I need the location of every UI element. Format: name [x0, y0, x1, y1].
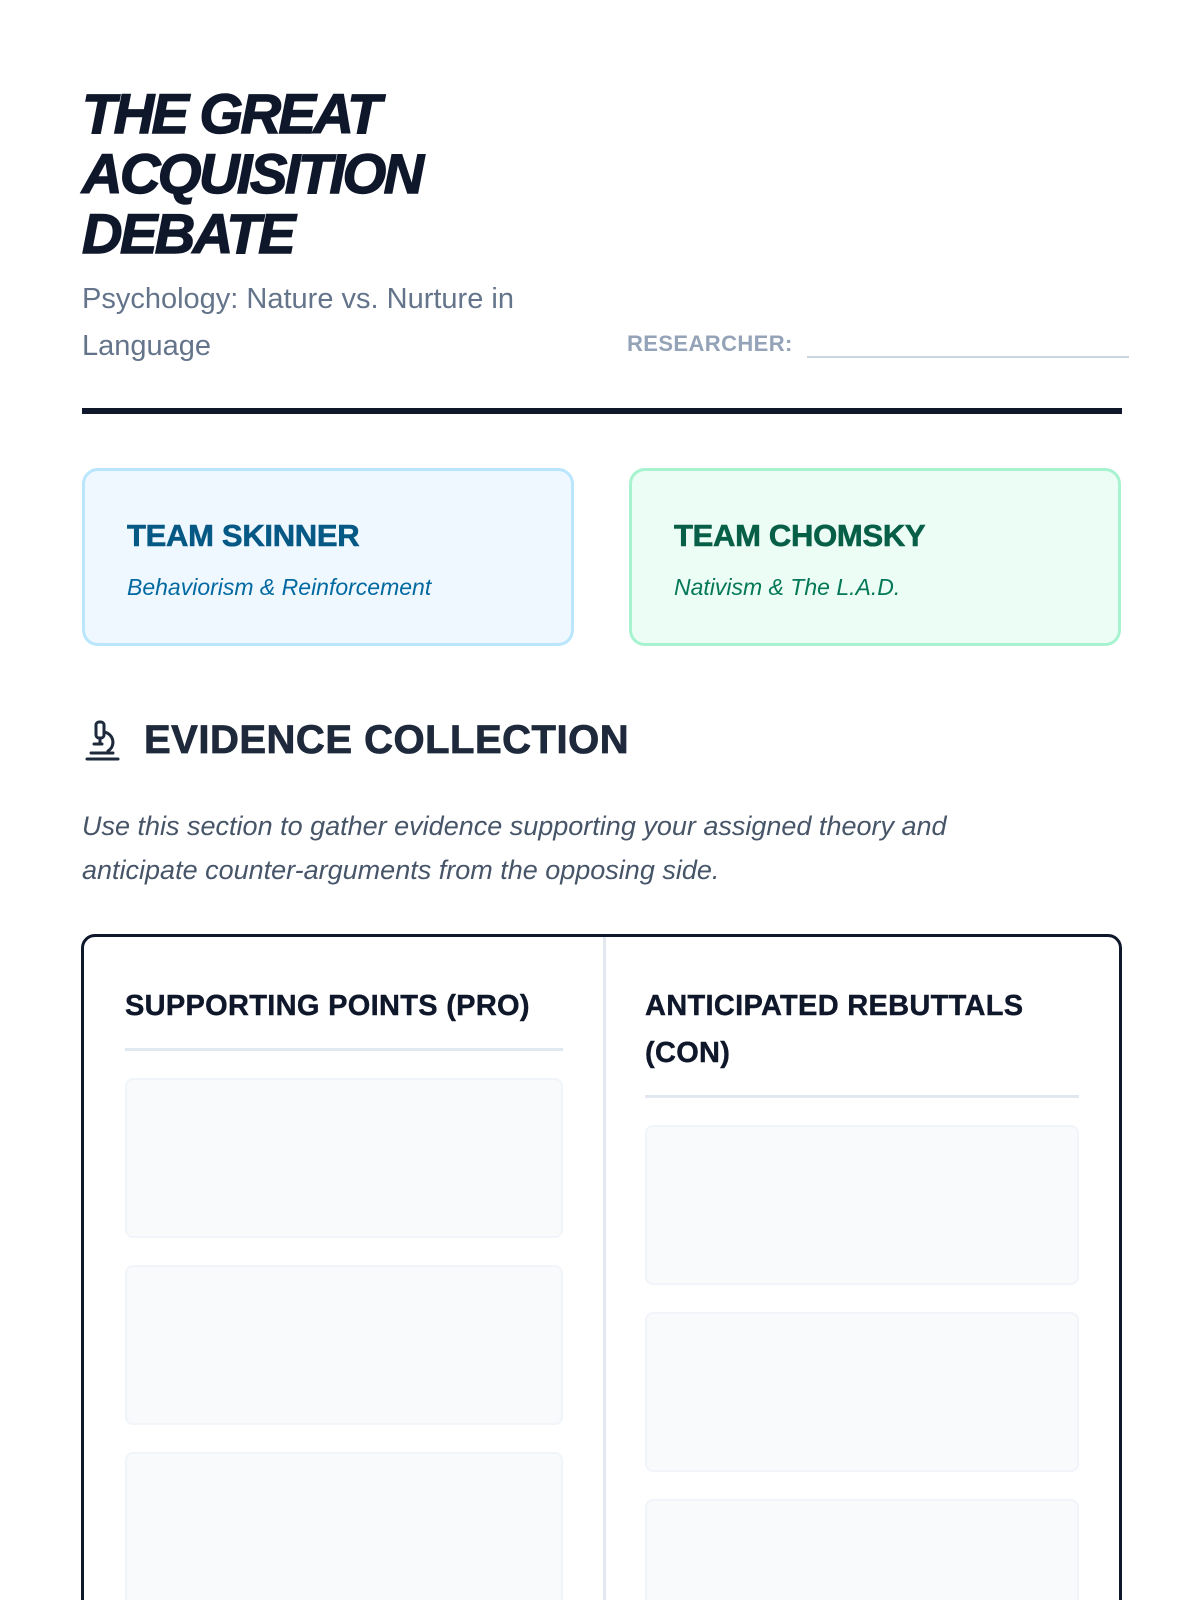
- microscope-icon: [82, 718, 122, 762]
- team-cards: [82, 468, 1122, 648]
- worksheet-header: [82, 0, 1100, 416]
- column-divider: [603, 937, 606, 1600]
- page-title: [82, 84, 602, 264]
- section-description: Use this section to gather evidence supporting your assigned theory and anticipate counter-arguments from the opposing side.: [82, 811, 947, 885]
- page-subtitle: Psychology: Nature vs. Nurture in Language: [82, 283, 514, 362]
- team-skinner-card: [82, 468, 574, 646]
- team-chomsky-card: [629, 468, 1121, 646]
- pro-entry-box[interactable]: [125, 1265, 563, 1425]
- section-heading: [82, 712, 629, 768]
- researcher-name-field[interactable]: [807, 330, 1129, 358]
- section-title: EVIDENCE COLLECTION: [144, 717, 630, 762]
- team-name: TEAM CHOMSKY: [674, 518, 926, 553]
- team-tagline: Behaviorism & Reinforcement: [127, 574, 432, 600]
- pro-column: [125, 937, 563, 1600]
- header-divider: [82, 408, 1122, 414]
- pro-entry-box[interactable]: [125, 1078, 563, 1238]
- evidence-table: [81, 934, 1122, 1600]
- pro-column-title: SUPPORTING POINTS (PRO): [125, 983, 563, 1051]
- researcher-label: RESEARCHER:: [627, 331, 793, 356]
- con-column: [645, 937, 1079, 1600]
- researcher-field-group: [627, 330, 1129, 358]
- team-name: TEAM SKINNER: [127, 518, 360, 553]
- team-tagline: Nativism & The L.A.D.: [674, 574, 901, 600]
- con-entry-box[interactable]: [645, 1312, 1079, 1472]
- title-line: ACQUISITION: [82, 142, 422, 205]
- title-line: DEBATE: [82, 202, 294, 265]
- con-entry-box[interactable]: [645, 1499, 1079, 1600]
- con-entry-box[interactable]: [645, 1125, 1079, 1285]
- con-column-title: ANTICIPATED REBUTTALS (CON): [645, 983, 1079, 1098]
- pro-entry-box[interactable]: [125, 1452, 563, 1600]
- title-line: THE GREAT: [82, 82, 379, 145]
